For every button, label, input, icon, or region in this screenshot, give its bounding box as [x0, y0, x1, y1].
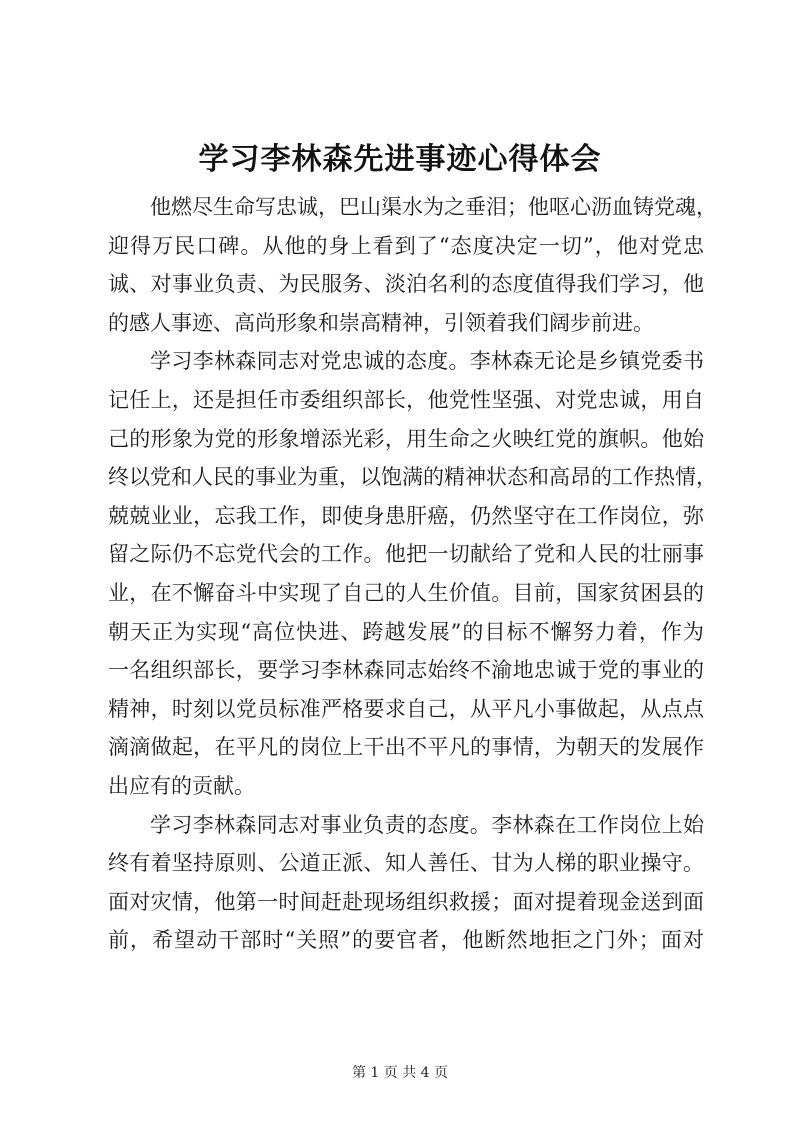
- paragraph-2-line-5: 兢兢业业，忘我工作，即使身患肝癌，仍然坚守在工作岗位，弥: [108, 503, 704, 528]
- paragraph-2-line-2: 记任上，还是担任市委组织部长，他党性坚强、对党忠诚，用自: [108, 387, 704, 412]
- paragraph-1-line-1: 他燃尽生命写忠诚，巴山渠水为之垂泪；他呕心沥血铸党魂，: [150, 195, 717, 219]
- paragraph-1-line-4: 的感人事迹、高尚形象和崇高精神，引领着我们阔步前进。: [108, 310, 654, 335]
- paragraph-2-line-10: 精神，时刻以党员标准严格要求自己，从平凡小事做起，从点点: [108, 696, 704, 721]
- paragraph-2-line-3: 己的形象为党的形象增添光彩，用生命之火映红党的旗帜。他始: [108, 426, 704, 451]
- paragraph-3-line-3: 面对灾情，他第一时间赶赴现场组织救援；面对提着现金送到面: [108, 889, 704, 914]
- paragraph-2-line-11: 滴滴做起，在平凡的岗位上干出不平凡的事情，为朝天的发展作: [108, 735, 704, 760]
- paragraph-2-line-8: 朝天正为实现“高位快进、跨越发展”的目标不懈努力着，作为: [108, 619, 704, 644]
- paragraph-3-line-4: 前，希望动干部时“关照”的要官者，他断然地拒之门外；面对: [108, 928, 704, 953]
- paragraph-1-line-2: 迎得万民口碑。从他的身上看到了“态度决定一切”，他对党忠: [108, 233, 704, 258]
- paragraph-1-line-3: 诚、对事业负责、为民服务、淡泊名利的态度值得我们学习，他: [108, 272, 704, 297]
- paragraph-2-line-12: 出应有的贡献。: [108, 773, 255, 798]
- paragraph-2-line-7: 业，在不懈奋斗中实现了自己的人生价值。目前，国家贫困县的: [108, 580, 704, 605]
- document-title: 学习李林森先进事迹心得体会: [198, 142, 602, 177]
- paragraph-2-line-9: 一名组织部长，要学习李林森同志始终不渝地忠诚于党的事业的: [108, 658, 704, 683]
- document-body: [108, 188, 717, 960]
- paragraph-3-line-1: 学习李林森同志对事业负责的态度。李林森在工作岗位上始: [150, 812, 704, 837]
- paragraph-2-line-6: 留之际仍不忘党代会的工作。他把一切献给了党和人民的壮丽事: [108, 542, 704, 567]
- paragraph-2-line-4: 终以党和人民的事业为重，以饱满的精神状态和高昂的工作热情，: [108, 465, 717, 490]
- paragraph-2-line-1: 学习李林森同志对党忠诚的态度。李林森无论是乡镇党委书: [150, 349, 704, 374]
- paragraph-3-line-2: 终有着坚持原则、公道正派、知人善任、甘为人梯的职业操守。: [108, 851, 704, 876]
- page-number-footer: 第 1 页 共 4 页: [351, 1065, 449, 1081]
